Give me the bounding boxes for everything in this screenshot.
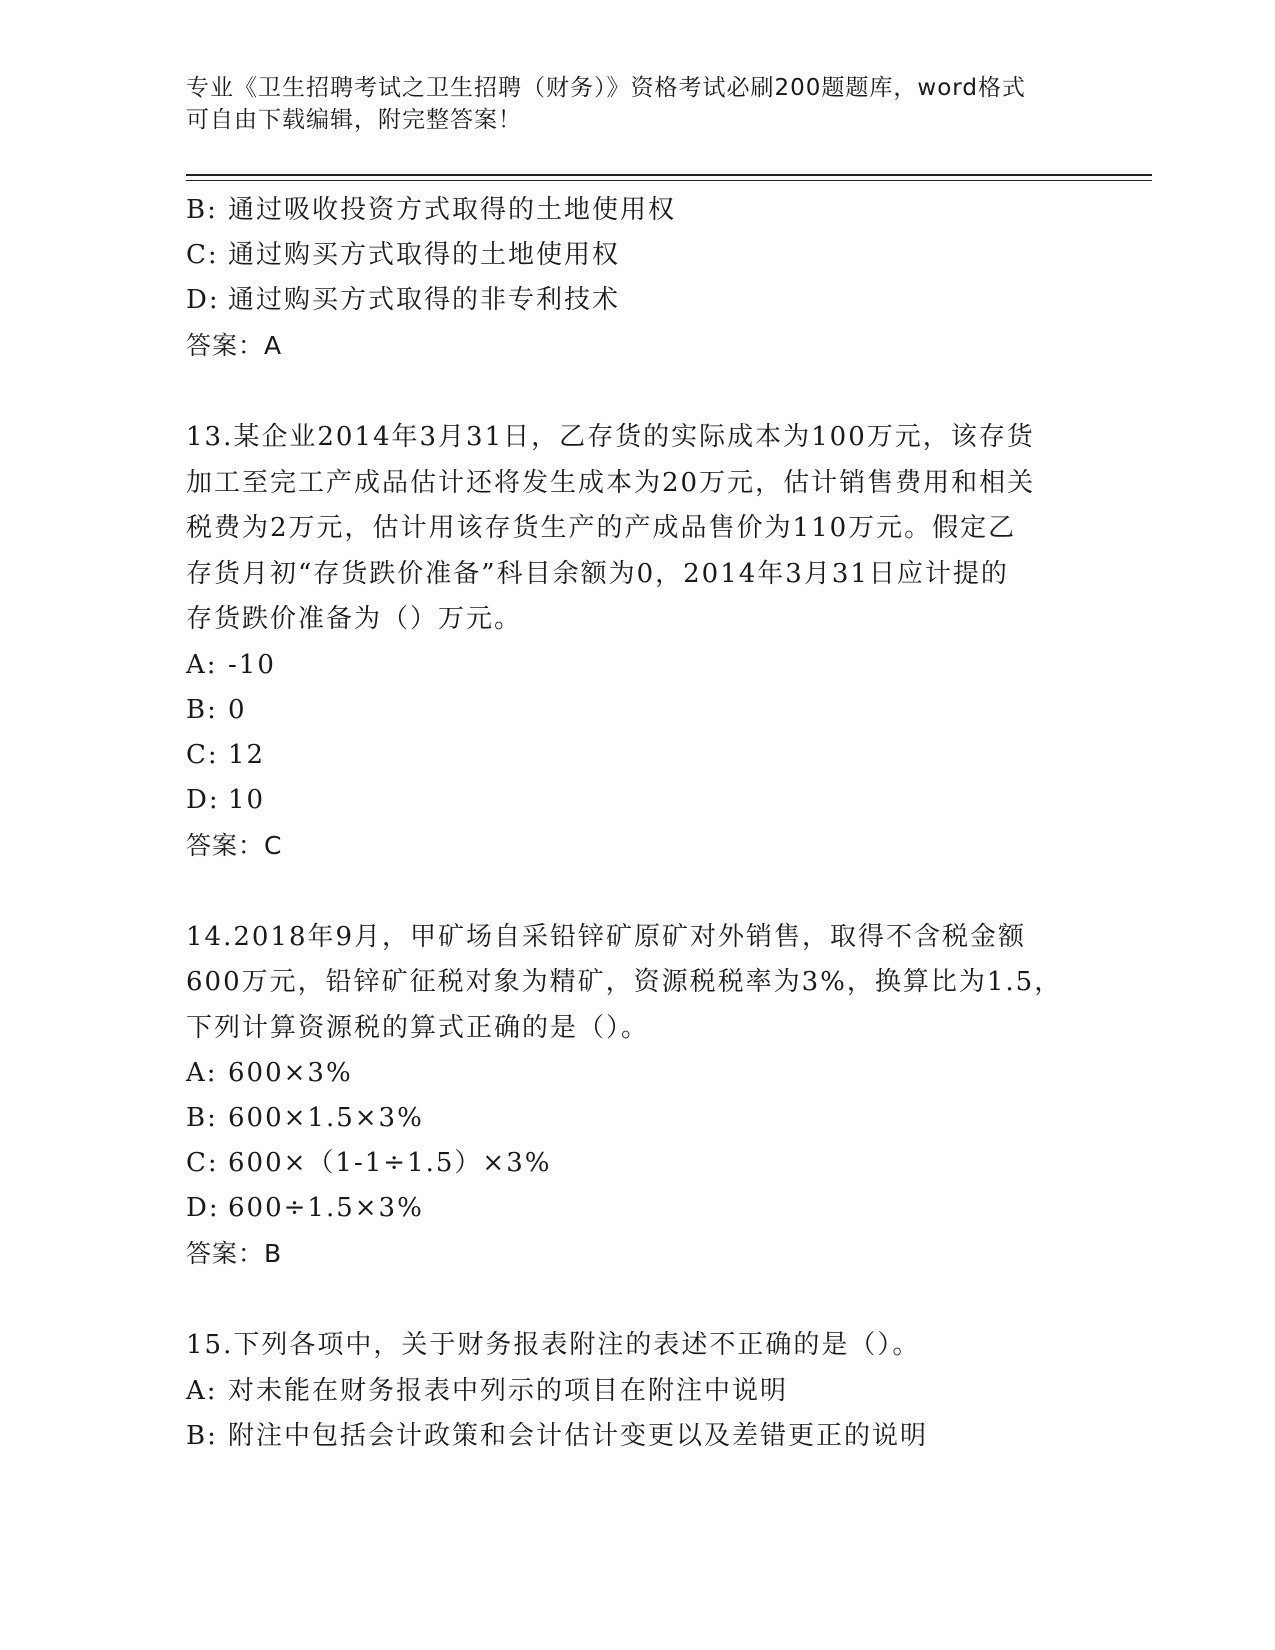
option-b	[186, 1414, 1086, 1459]
header-title-line-2: 可自由下载编辑，附完整答案！	[186, 107, 522, 133]
question-15	[186, 1323, 1086, 1459]
option-d	[186, 278, 1086, 323]
option-a	[186, 1369, 1086, 1414]
option-key: B:	[186, 1420, 218, 1451]
question-stem-line: 存货跌价准备为（）万元。	[186, 604, 523, 634]
option-key: C:	[186, 240, 219, 270]
option-b	[186, 1096, 1086, 1141]
question-12-tail	[186, 188, 1086, 368]
option-a	[186, 643, 1086, 688]
option-a	[186, 1051, 1086, 1096]
option-key: B:	[186, 1103, 218, 1133]
option-c	[186, 1141, 1086, 1186]
spacer	[186, 868, 1086, 915]
option-text: 通过购买方式取得的非专利技术	[228, 285, 621, 315]
option-text: 12	[228, 739, 266, 770]
question-14	[186, 915, 1086, 1277]
header-rule-thin	[186, 180, 1152, 181]
option-text: 通过吸收投资方式取得的土地使用权	[228, 195, 677, 225]
option-text: 对未能在财务报表中列示的项目在附注中说明	[228, 1375, 789, 1406]
option-key: A:	[186, 649, 218, 680]
question-stem-line: 加工至完工产成品估计还将发生成本为20万元，估计销售费用和相关	[186, 467, 1036, 498]
option-text: 600×（1-1÷1.5）×3%	[228, 1148, 552, 1178]
option-key: D:	[186, 1193, 220, 1223]
option-c	[186, 233, 1086, 278]
option-c	[186, 733, 1086, 778]
question-stem-line: 14.2018年9月，甲矿场自采铅锌矿原矿对外销售，取得不含税金额	[186, 921, 1027, 952]
question-stem-line: 13.某企业2014年3月31日，乙存货的实际成本为100万元，该存货	[186, 422, 1035, 452]
option-key: B:	[186, 694, 218, 725]
question-13	[186, 415, 1086, 868]
question-stem-line: 15.下列各项中，关于财务报表附注的表述不正确的是（）。	[186, 1330, 921, 1360]
question-stem-line: 存货月初“存货跌价准备”科目余额为0，2014年3月31日应计提的	[186, 558, 1009, 589]
header-rule-thick	[186, 174, 1152, 176]
option-d	[186, 1186, 1086, 1231]
option-text: -10	[228, 649, 276, 680]
option-key: D:	[186, 784, 220, 815]
question-stem-line: 税费为2万元，估计用该存货生产的产成品售价为110万元。假定乙	[186, 513, 1017, 543]
page-header	[186, 72, 1066, 136]
option-text: 10	[228, 784, 266, 815]
option-text: 附注中包括会计政策和会计估计变更以及差错更正的说明	[228, 1420, 929, 1451]
option-key: D:	[186, 285, 220, 315]
option-text: 600×3%	[228, 1058, 353, 1088]
answer-line: 答案：A	[186, 331, 283, 360]
spacer	[186, 368, 1086, 415]
spacer	[186, 1276, 1086, 1323]
option-key: A:	[186, 1058, 218, 1088]
option-text: 通过购买方式取得的土地使用权	[228, 240, 621, 270]
option-text: 0	[228, 694, 247, 725]
option-text: 600×1.5×3%	[228, 1103, 424, 1133]
question-stem-line: 下列计算资源税的算式正确的是（）。	[186, 1012, 650, 1043]
option-key: A:	[186, 1375, 218, 1406]
option-text: 600÷1.5×3%	[228, 1193, 424, 1223]
option-key: C:	[186, 1148, 219, 1178]
question-list	[186, 188, 1086, 1459]
answer-line: 答案：B	[186, 1239, 283, 1268]
option-d	[186, 778, 1086, 823]
option-b	[186, 188, 1086, 233]
option-key: C:	[186, 739, 219, 770]
answer-line: 答案：C	[186, 830, 283, 860]
option-b	[186, 688, 1086, 733]
option-key: B:	[186, 195, 218, 225]
question-stem-line: 600万元，铅锌矿征税对象为精矿，资源税税率为3%，换算比为1.5，	[186, 967, 1063, 997]
header-title-line-1: 专业《卫生招聘考试之卫生招聘（财务）》资格考试必刷200题题库，word格式	[186, 75, 1026, 101]
